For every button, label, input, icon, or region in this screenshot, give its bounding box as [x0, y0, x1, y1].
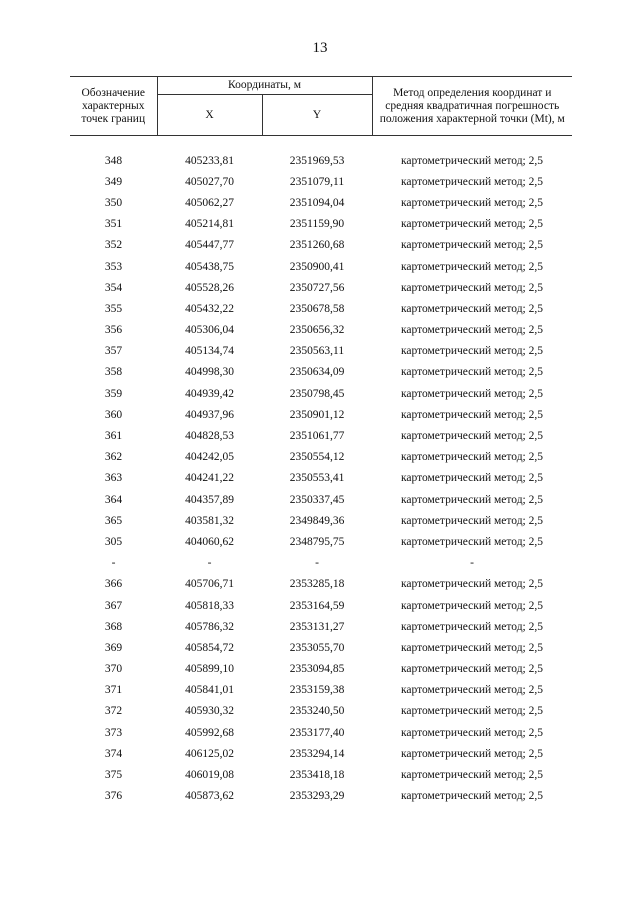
cell-point: 349: [104, 175, 123, 188]
cell-method: картометрический метод; 2,5: [401, 620, 543, 633]
cell-method: картометрический метод; 2,5: [401, 726, 543, 739]
cell-y: 2350798,45: [289, 387, 345, 400]
cell-method: картометрический метод; 2,5: [401, 747, 543, 760]
cell-y: 2353240,50: [289, 705, 345, 718]
cell-y: 2353177,40: [289, 726, 345, 739]
cell-y: 2351094,04: [289, 196, 345, 209]
table-row: [70, 764, 572, 785]
cell-method: картометрический метод; 2,5: [401, 599, 543, 612]
cell-y: 2351969,53: [289, 154, 345, 167]
cell-x: 405214,81: [185, 218, 234, 231]
cell-point: 357: [104, 345, 123, 358]
cell-point: 358: [104, 366, 123, 379]
table-row: [70, 637, 572, 658]
cell-x: 405854,72: [185, 641, 234, 654]
cell-point: 368: [104, 620, 123, 633]
cell-x: 405899,10: [185, 663, 234, 676]
cell-method: картометрический метод; 2,5: [401, 578, 543, 591]
cell-method: картометрический метод; 2,5: [401, 705, 543, 718]
table-row: [70, 192, 572, 213]
cell-x: 405873,62: [185, 790, 234, 803]
cell-method: картометрический метод; 2,5: [401, 260, 543, 273]
cell-point: 352: [104, 239, 123, 252]
cell-y: 2349849,36: [289, 514, 345, 527]
table-row: [70, 743, 572, 764]
cell-y: 2353131,27: [289, 620, 345, 633]
cell-y: 2353293,29: [289, 790, 345, 803]
cell-point: 366: [104, 578, 123, 591]
cell-y: 2353418,18: [289, 769, 345, 782]
table-row: [70, 574, 572, 595]
table-header: [70, 76, 572, 136]
cell-y: 2350656,32: [289, 324, 345, 337]
cell-y: 2350900,41: [289, 260, 345, 273]
cell-method: -: [470, 557, 474, 570]
cell-point: 360: [104, 408, 123, 421]
cell-x: 405306,04: [185, 324, 234, 337]
cell-y: 2353164,59: [289, 599, 345, 612]
cell-x: -: [207, 557, 212, 570]
cell-y: 2350678,58: [289, 302, 345, 315]
cell-point: 374: [104, 747, 123, 760]
cell-point: 362: [104, 451, 123, 464]
cell-x: 404828,53: [185, 430, 234, 443]
cell-x: 404998,30: [185, 366, 234, 379]
table-row: [70, 298, 572, 319]
cell-method: картометрический метод; 2,5: [401, 790, 543, 803]
cell-point: 356: [104, 324, 123, 337]
cell-point: 369: [104, 641, 123, 654]
page-number: 13: [312, 40, 328, 56]
cell-y: 2350563,11: [289, 345, 345, 358]
cell-point: 376: [104, 790, 123, 803]
cell-method: картометрический метод; 2,5: [401, 345, 543, 358]
cell-method: картометрический метод; 2,5: [401, 430, 543, 443]
table-row: [70, 362, 572, 383]
cell-method: картометрический метод; 2,5: [401, 769, 543, 782]
table-row: [70, 510, 572, 531]
cell-point: -: [111, 557, 116, 570]
cell-x: 403581,32: [185, 514, 234, 527]
cell-method: картометрический метод; 2,5: [401, 535, 543, 548]
cell-point: 351: [104, 218, 123, 231]
cell-y: 2350554,12: [289, 451, 345, 464]
cell-method: картометрический метод; 2,5: [401, 196, 543, 209]
table-row: [70, 616, 572, 637]
cell-method: картометрический метод; 2,5: [401, 684, 543, 697]
cell-point: 373: [104, 726, 123, 739]
cell-x: 404937,96: [185, 408, 234, 421]
table-row: [70, 659, 572, 680]
header-method: Метод определения координат и средняя квадратичная погрешность положения характерной точки (Mt), м: [372, 77, 572, 136]
cell-point: 305: [104, 535, 123, 548]
cell-point: 364: [104, 493, 123, 506]
cell-method: картометрический метод; 2,5: [401, 324, 543, 337]
cell-y: 2348795,75: [289, 535, 345, 548]
cell-y: 2350901,12: [289, 408, 345, 421]
cell-point: 348: [104, 154, 123, 167]
cell-x: 405992,68: [185, 726, 234, 739]
table-row: [70, 404, 572, 425]
cell-point: 354: [104, 281, 123, 294]
cell-x: 405528,26: [185, 281, 234, 294]
table-row: [70, 320, 572, 341]
table-row: [70, 489, 572, 510]
cell-method: картометрический метод; 2,5: [401, 154, 543, 167]
cell-x: 405841,01: [185, 684, 234, 697]
header-coordinates: Координаты, м: [157, 77, 372, 95]
cell-y: 2350337,45: [289, 493, 345, 506]
table-row: [70, 468, 572, 489]
cell-y: 2353094,85: [289, 663, 345, 676]
table-row: [70, 701, 572, 722]
cell-y: 2353294,14: [289, 747, 345, 760]
cell-point: 372: [104, 705, 123, 718]
cell-x: 405818,33: [185, 599, 234, 612]
header-designation: Обозначение характерных точек границ: [70, 77, 157, 136]
header-x: X: [157, 95, 262, 136]
table-row: [70, 786, 572, 807]
cell-point: 359: [104, 387, 123, 400]
cell-x: 405786,32: [185, 620, 234, 633]
cell-point: 367: [104, 599, 123, 612]
table-row: [70, 341, 572, 362]
cell-x: 406125,02: [185, 747, 234, 760]
cell-x: 405027,70: [185, 175, 234, 188]
cell-x: 405062,27: [185, 196, 234, 209]
cell-y: 2353285,18: [289, 578, 345, 591]
cell-point: 365: [104, 514, 123, 527]
cell-y: 2351079,11: [289, 175, 345, 188]
cell-method: картометрический метод; 2,5: [401, 218, 543, 231]
cell-method: картометрический метод; 2,5: [401, 239, 543, 252]
cell-point: 361: [104, 430, 123, 443]
cell-y: 2353055,70: [289, 641, 345, 654]
table-row: [70, 150, 572, 171]
cell-method: картометрический метод; 2,5: [401, 472, 543, 485]
cell-point: 350: [104, 196, 123, 209]
cell-point: 355: [104, 302, 123, 315]
table-row: [70, 235, 572, 256]
cell-y: 2350727,56: [289, 281, 345, 294]
table-row: [70, 277, 572, 298]
cell-y: 2351061,77: [289, 430, 345, 443]
table-row: [70, 425, 572, 446]
cell-x: 404357,89: [185, 493, 234, 506]
cell-x: 405706,71: [185, 578, 234, 591]
table-row: [70, 171, 572, 192]
cell-y: 2353159,38: [289, 684, 345, 697]
cell-y: 2350553,41: [289, 472, 345, 485]
cell-point: 363: [104, 472, 123, 485]
cell-method: картометрический метод; 2,5: [401, 408, 543, 421]
cell-x: 404242,05: [185, 451, 234, 464]
cell-method: картометрический метод; 2,5: [401, 302, 543, 315]
cell-x: 404241,22: [185, 472, 234, 485]
cell-method: картометрический метод; 2,5: [401, 663, 543, 676]
cell-method: картометрический метод; 2,5: [401, 641, 543, 654]
cell-x: 405447,77: [185, 239, 234, 252]
cell-point: 353: [104, 260, 123, 273]
cell-x: 405438,75: [185, 260, 234, 273]
cell-y: 2351159,90: [289, 218, 345, 231]
cell-x: 405134,74: [185, 345, 234, 358]
cell-point: 370: [104, 663, 123, 676]
cell-x: 404939,42: [185, 387, 234, 400]
table-row: [70, 680, 572, 701]
cell-method: картометрический метод; 2,5: [401, 493, 543, 506]
cell-y: -: [315, 557, 319, 570]
cell-y: 2351260,68: [289, 239, 345, 252]
cell-x: 406019,08: [185, 769, 234, 782]
table-row: [70, 553, 572, 574]
table-row: [70, 447, 572, 468]
table-row: [70, 383, 572, 404]
table-row: [70, 722, 572, 743]
cell-method: картометрический метод; 2,5: [401, 451, 543, 464]
cell-y: 2350634,09: [289, 366, 345, 379]
cell-method: картометрический метод; 2,5: [401, 387, 543, 400]
table-row: [70, 214, 572, 235]
cell-method: картометрический метод; 2,5: [401, 175, 543, 188]
cell-method: картометрический метод; 2,5: [401, 514, 543, 527]
header-y: Y: [262, 95, 372, 136]
cell-method: картометрический метод; 2,5: [401, 281, 543, 294]
cell-x: 404060,62: [185, 535, 234, 548]
table-row: [70, 256, 572, 277]
cell-x: 405233,81: [185, 154, 234, 167]
cell-x: 405432,22: [185, 302, 234, 315]
table-row: [70, 531, 572, 552]
cell-point: 371: [104, 684, 123, 697]
table-body: [70, 150, 572, 807]
cell-x: 405930,32: [185, 705, 234, 718]
cell-method: картометрический метод; 2,5: [401, 366, 543, 379]
cell-point: 375: [104, 769, 123, 782]
table-row: [70, 595, 572, 616]
